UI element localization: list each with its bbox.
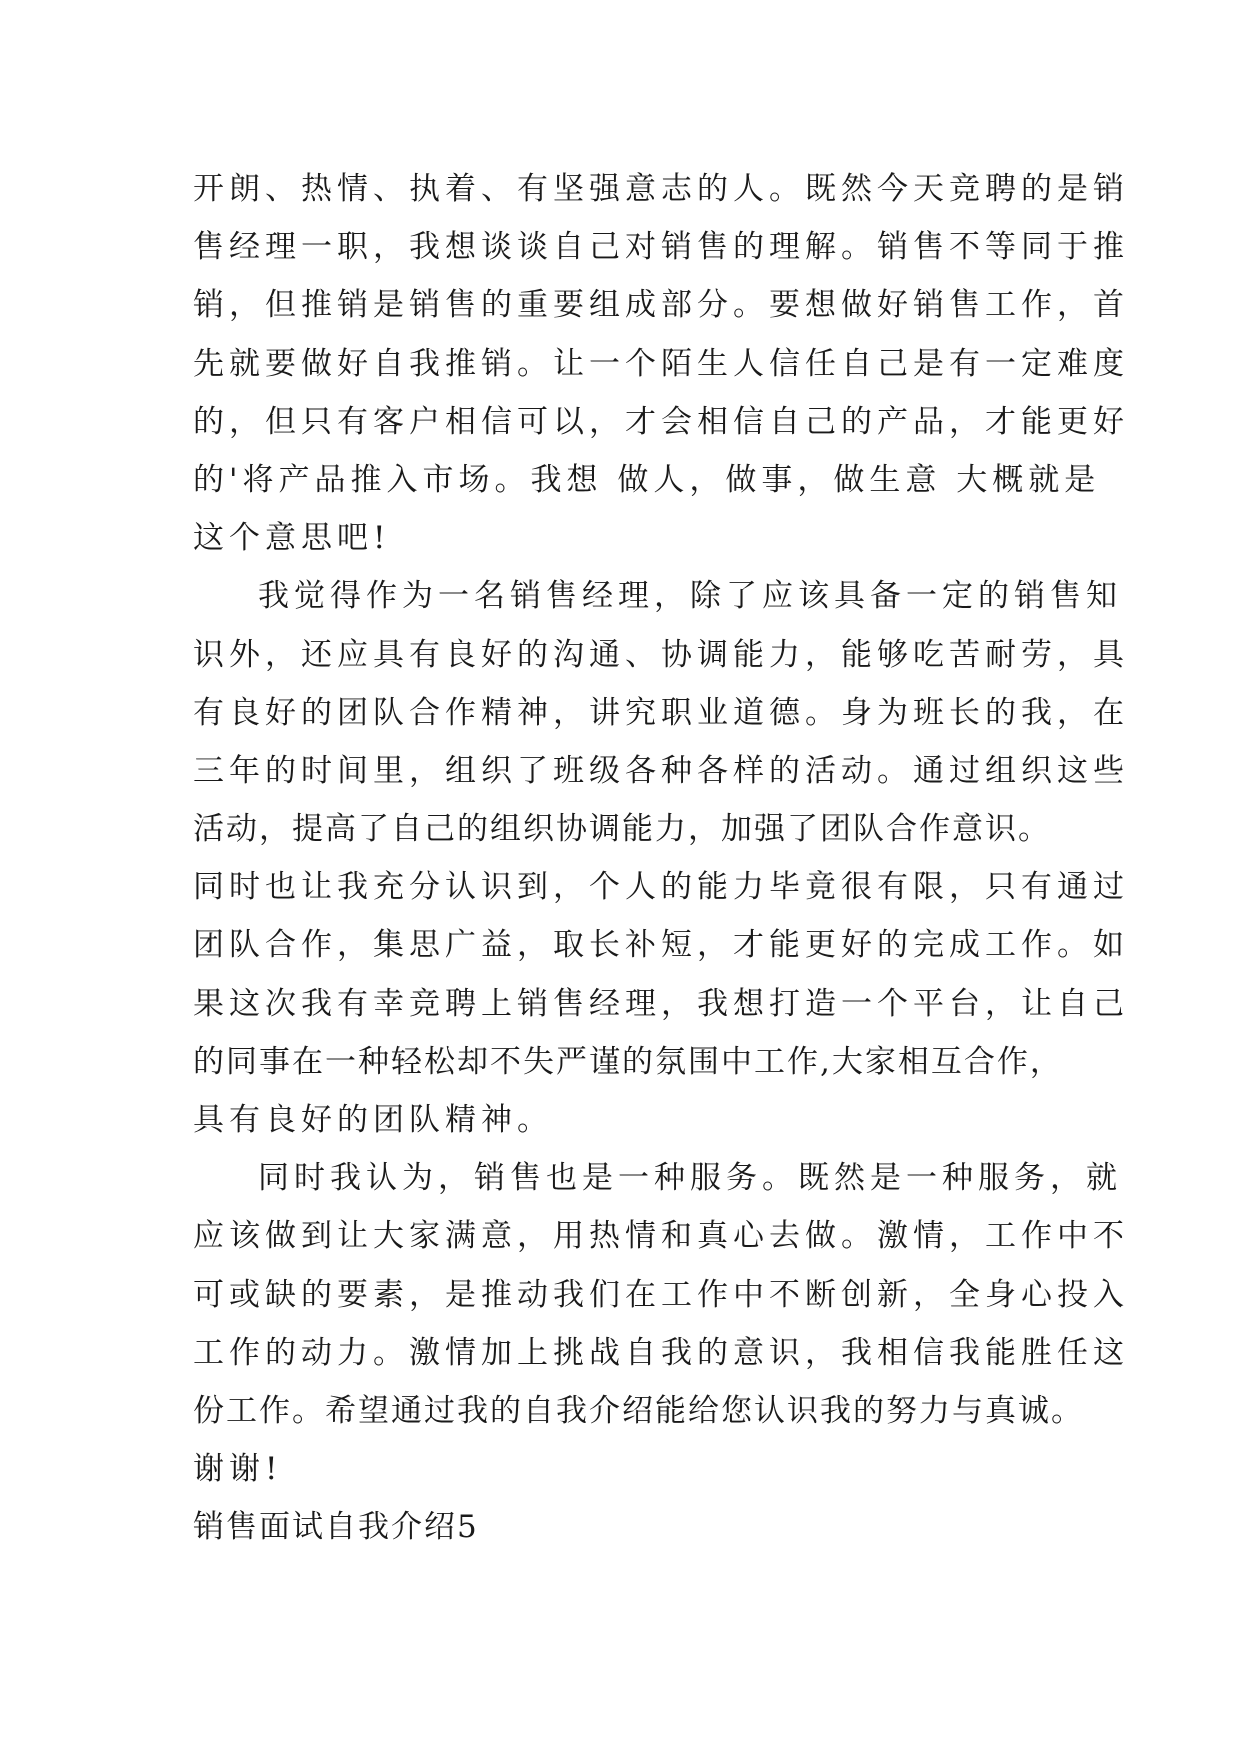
text-line: 份工作。希望通过我的自我介绍能给您认识我的努力与真诚。: [193, 1392, 1084, 1429]
text-line: 先就要做好自我推销。让一个陌生人信任自己是有一定难度: [193, 345, 1129, 382]
text-line: 具有良好的团队精神。: [193, 1102, 553, 1138]
paragraph-first-line: 我觉得作为一名销售经理，除了应该具备一定的销售知: [258, 578, 1122, 615]
paragraph-first-line: 同时我认为，销售也是一种服务。既然是一种服务，就: [258, 1160, 1122, 1197]
text-line: 这个意思吧!: [193, 520, 391, 557]
text-line: 果这次我有幸竞聘上销售经理，我想打造一个平台，让自己: [193, 985, 1129, 1022]
text-line: 团队合作，集思广益，取长补短，才能更好的完成工作。如: [193, 927, 1129, 964]
text-line: 销，但推销是销售的重要组成部分。要想做好销售工作，首: [193, 287, 1129, 324]
text-line: 三年的时间里，组织了班级各种各样的活动。通过组织这些: [193, 752, 1129, 789]
text-line: 的'将产品推入市场。我想 做人，做事，做生意 大概就是: [193, 461, 1101, 498]
document-body: [193, 160, 1129, 1557]
text-line: 售经理一职，我想谈谈自己对销售的理解。销售不等同于推: [193, 229, 1129, 266]
text-line: 应该做到让大家满意，用热情和真心去做。激情，工作中不: [193, 1218, 1129, 1255]
text-line: 识外，还应具有良好的沟通、协调能力，能够吃苦耐劳，具: [193, 636, 1129, 673]
section-heading: 销售面试自我介绍5: [193, 1509, 479, 1546]
text-line: 可或缺的要素，是推动我们在工作中不断创新，全身心投入: [193, 1276, 1129, 1313]
text-line: 活动，提高了自己的组织协调能力，加强了团队合作意识。: [193, 811, 1051, 848]
text-line: 谢谢!: [193, 1451, 283, 1488]
text-line: 工作的动力。激情加上挑战自我的意识，我相信我能胜任这: [193, 1334, 1129, 1371]
text-line: 的同事在一种轻松却不失严谨的氛围中工作,大家相互合作，: [193, 1043, 1063, 1080]
text-line: 开朗、热情、执着、有坚强意志的人。既然今天竞聘的是销: [193, 171, 1129, 207]
text-line: 的，但只有客户相信可以，才会相信自己的产品，才能更好: [193, 403, 1129, 440]
text-line: 有良好的团队合作精神，讲究职业道德。身为班长的我，在: [193, 694, 1129, 731]
text-line: 同时也让我充分认识到，个人的能力毕竟很有限，只有通过: [193, 869, 1129, 906]
